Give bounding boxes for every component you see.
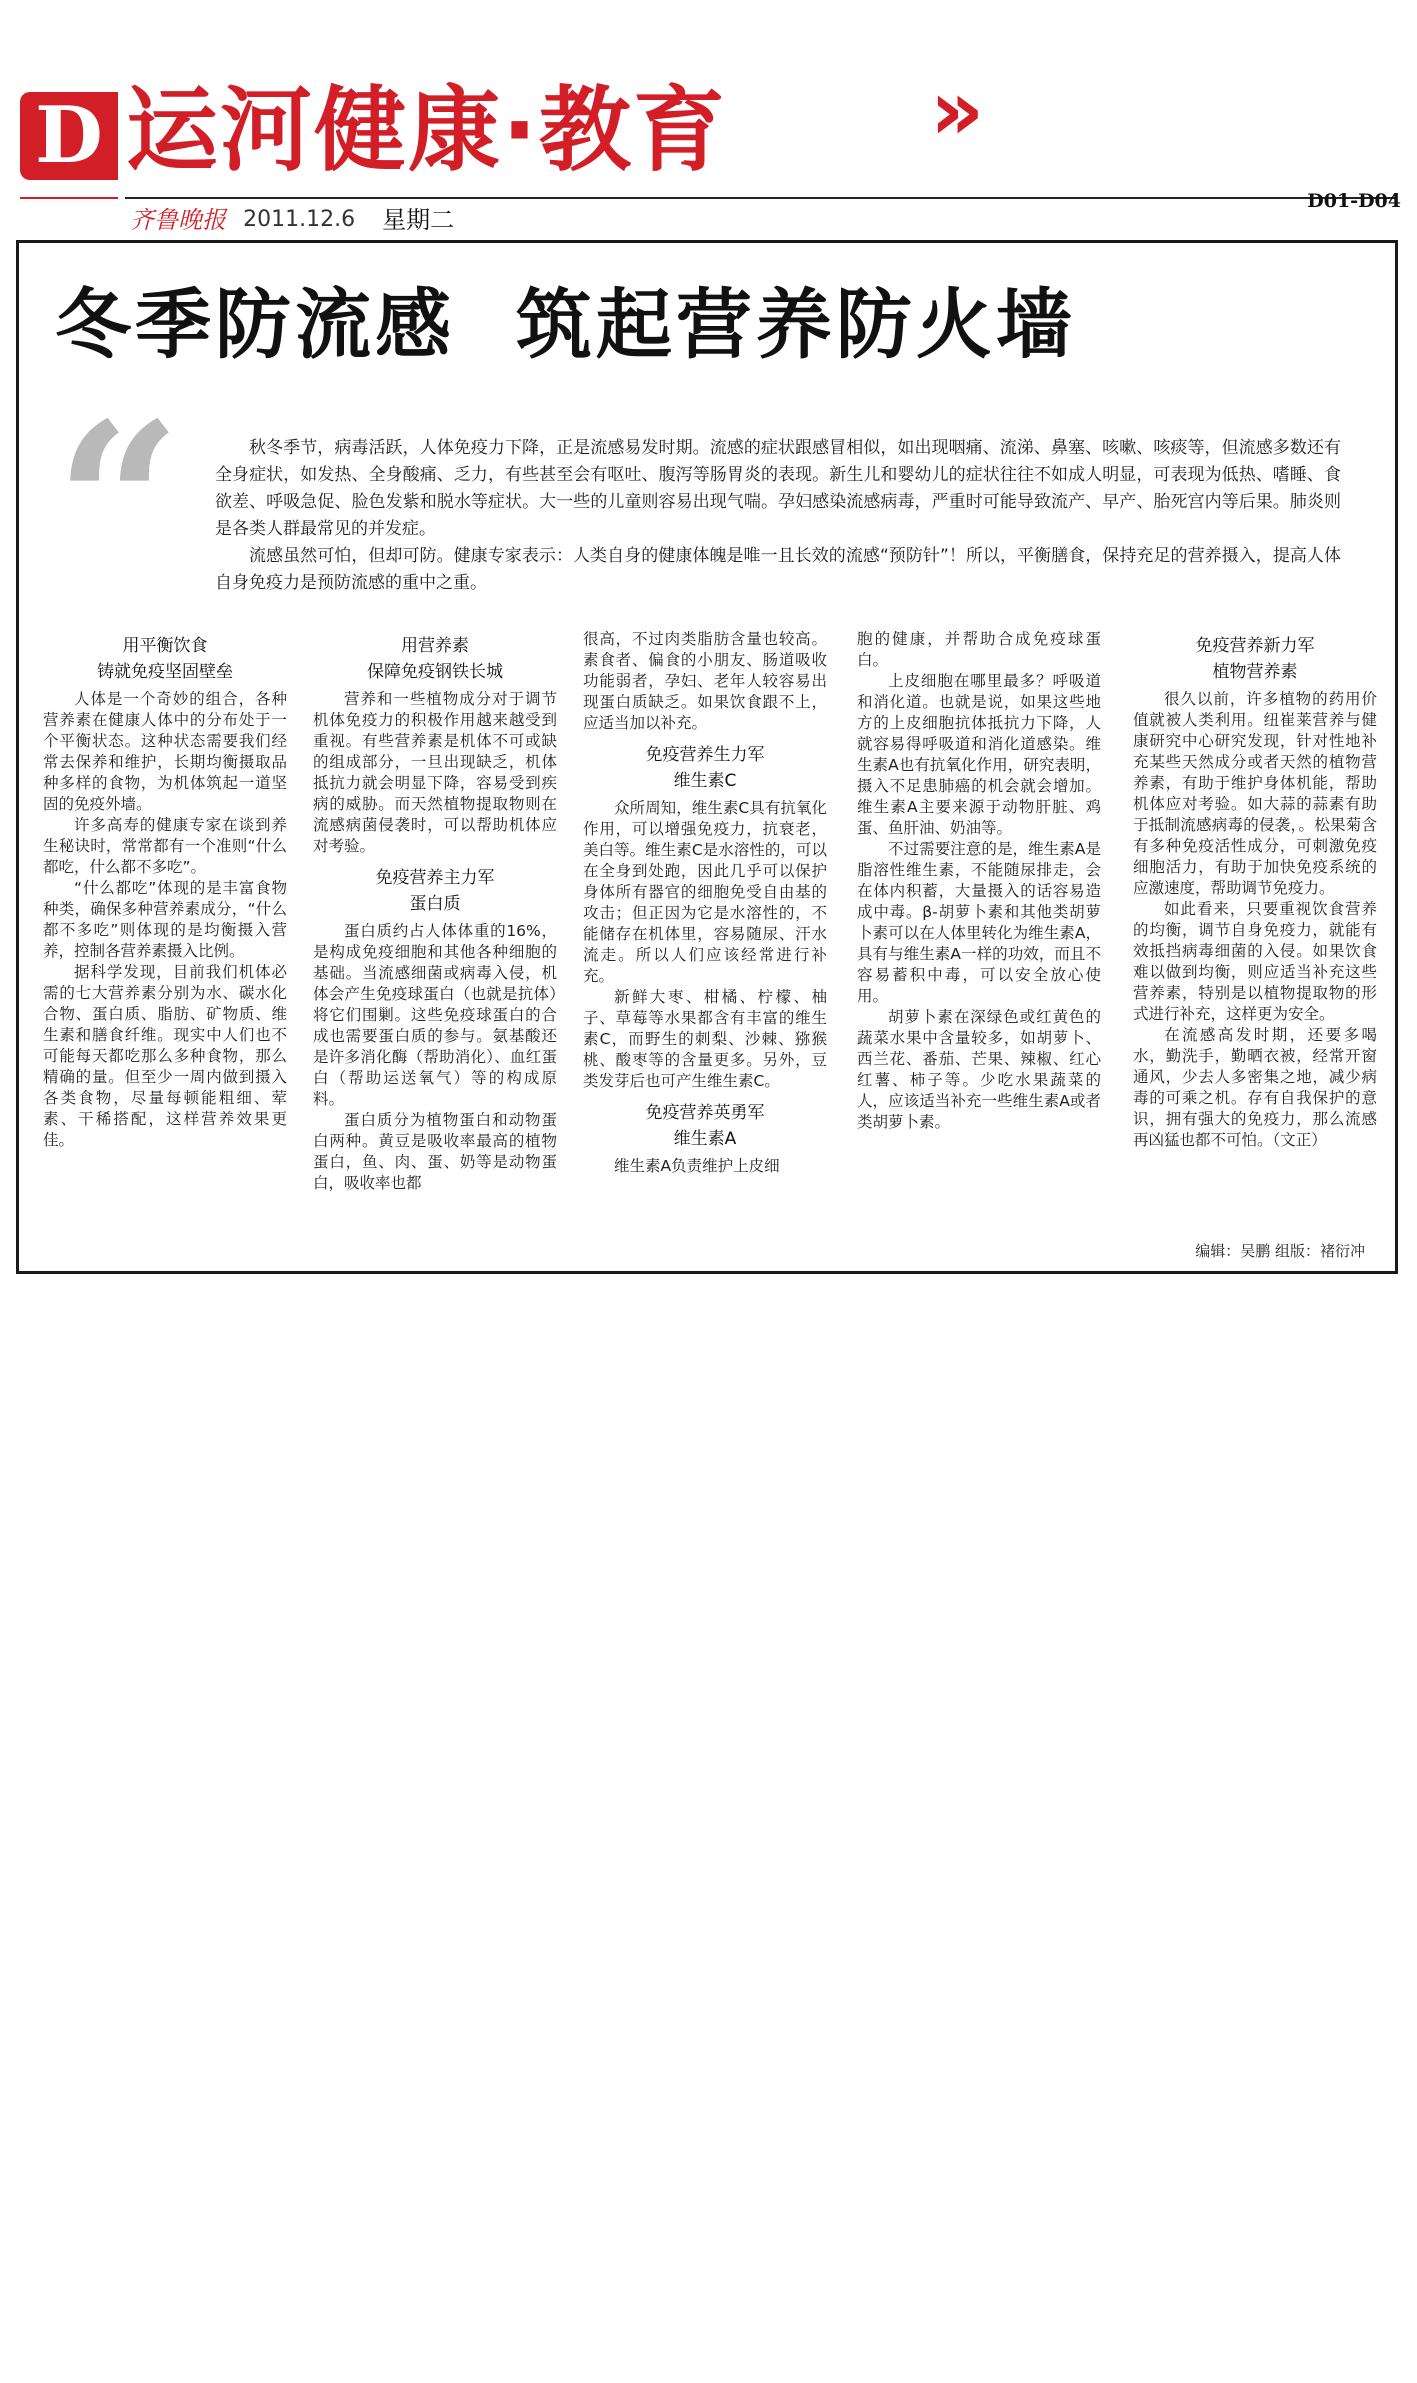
- body-paragraph: 人体是一个奇妙的组合，各种营养素在健康人体中的分布处于一个平衡状态。这种状态需要我们经常去保养和维护，长期均衡摄取品种多样的食物，为机体筑起一道坚固的免疫外墙。: [43, 690, 287, 813]
- section-heading: 用平衡饮食: [122, 636, 208, 656]
- body-paragraph: 胡萝卜素在深绿色或红黄色的蔬菜水果中含量较多，如胡萝卜、西兰花、番茄、芒果、辣椒、红心红薯、柿子等。少吃水果蔬菜的人，应该适当补充一些维生素A或者类胡萝卜素。: [857, 1008, 1101, 1131]
- article-column: [1133, 629, 1377, 1161]
- body-paragraph: 如此看来，只要重视饮食营养的均衡，调节自身免疫力，就能有效抵挡病毒细菌的入侵。如果饮食难以做到均衡，则应适当补充这些营养素，特别是以植物提取物的形式进行补充，这样更为安全。: [1133, 900, 1377, 1023]
- section-heading: 免疫营养英勇军: [645, 1103, 765, 1123]
- article-column: [313, 629, 557, 1204]
- section-subheading: 蛋白质: [409, 894, 461, 914]
- section-subheading: 维生素C: [673, 771, 737, 791]
- paper-name: 齐鲁晚报: [130, 206, 226, 234]
- body-paragraph: 营养和一些植物成分对于调节机体免疫力的积极作用越来越受到重视。有些营养素是机体不可或缺的组成部分，一旦出现缺乏，机体抵抗力就会明显下降，容易受到疾病的威胁。而天然植物提取物则在流感病菌侵袭时，可以帮助机体应对考验。: [313, 690, 557, 855]
- lead-paragraph: 秋冬季节，病毒活跃，人体免疫力下降，正是流感易发时期。流感的症状跟感冒相似，如出现咽痛、流涕、鼻塞、咳嗽、咳痰等，但流感多数还有全身症状，如发热、全身酸痛、乏力，有些甚至会有呕吐、腹泻等肠胃炎的表现。新生儿和婴幼儿的症状往往不如成人明显，可表现为低热、嗜睡、食欲差、呼吸急促、脸色发紫和脱水等症状。大一些的儿童则容易出现气喘。孕妇感染流感病毒，严重时可能导致流产、早产、胎死宫内等后果。肺炎则是各类人群最常见的并发症。: [215, 438, 1341, 539]
- masthead-rule-accent: [20, 197, 118, 199]
- section-subheading: 保障免疫钢铁长城: [367, 662, 503, 682]
- section-subheading: 植物营养素: [1212, 662, 1298, 682]
- article-section: [583, 629, 827, 734]
- article-section: [1133, 635, 1377, 1151]
- article-section: [313, 635, 557, 857]
- section-heading: 免疫营养新力军: [1195, 636, 1315, 656]
- article-columns: [43, 629, 1379, 1229]
- article-section: [857, 629, 1101, 1133]
- section-subheading: 维生素A: [673, 1129, 737, 1149]
- page-range: D01-D04: [1307, 190, 1401, 212]
- article-column: [43, 629, 287, 1161]
- section-heading: 免疫营养主力军: [375, 868, 495, 888]
- body-paragraph: 很久以前，许多植物的药用价值就被人类利用。纽崔莱营养与健康研究中心研究发现，针对性地补充某些天然成分或者天然的植物营养素，有助于维护身体机能，帮助机体应对考验。如大蒜的蒜素有助于抵制流感病毒的侵袭，。松果菊含有多种免疫活性成分，可刺激免疫细胞活力，有助于加快免疫系统的应激速度，帮助调节免疫力。: [1133, 690, 1377, 897]
- body-paragraph: 新鲜大枣、柑橘、柠檬、柚子、草莓等水果都含有丰富的维生素C，而野生的刺梨、沙棘、猕猴桃、酸枣等的含量更多。另外，豆类发芽后也可产生维生素C。: [583, 988, 827, 1090]
- lead-paragraph: 流感虽然可怕，但却可防。健康专家表示：人类自身的健康体魄是唯一且长效的流感“预防针”！所以，平衡膳食，保持充足的营养摄入，提高人体自身免疫力是预防流感的重中之重。: [215, 546, 1341, 593]
- masthead: [0, 0, 1417, 234]
- dateline: [130, 206, 454, 234]
- article-column: [583, 629, 827, 1187]
- article-lead: [215, 435, 1341, 597]
- body-paragraph: 在流感高发时期，还要多喝水，勤洗手，勤晒衣被，经常开窗通风，少去人多密集之地，减少病毒的可乘之机。存有自我保护的意识，拥有强大的免疫力，那么流感再凶猛也都不可怕。（文正）: [1133, 1026, 1377, 1149]
- article-frame: [16, 240, 1398, 1274]
- editor-credits: 编辑：吴鹏 组版：褚衍冲: [1195, 1242, 1365, 1260]
- section-heading: 用营养素: [401, 636, 469, 656]
- article-column: [857, 629, 1101, 1143]
- article-section: [583, 1102, 827, 1177]
- body-paragraph: 蛋白质约占人体体重的16%，是构成免疫细胞和其他各种细胞的基础。当流感细菌或病毒入侵，机体会产生免疫球蛋白（也就是抗体）将它们围剿。这些免疫球蛋白的合成也需要蛋白质的参与。氨基酸还是许多消化酶（帮助消化）、血红蛋白（帮助运送氧气）等的构成原料。: [313, 922, 557, 1108]
- article-headline: 冬季防流感 筑起营养防火墙: [55, 280, 1076, 369]
- article-section: [43, 635, 287, 1151]
- body-paragraph: 不过需要注意的是，维生素A是脂溶性维生素，不能随尿排走，会在体内积蓄，大量摄入的话容易造成中毒。β-胡萝卜素和其他类胡萝卜素可以在人体里转化为维生素A，具有与维生素A一样的功效，而且不容易蓄积中毒，可以安全放心使用。: [857, 840, 1101, 1005]
- masthead-rule: [125, 197, 1397, 199]
- body-paragraph: 蛋白质分为植物蛋白和动物蛋白两种。黄豆是吸收率最高的植物蛋白，鱼、肉、蛋、奶等是动物蛋白，吸收率也都: [313, 1111, 557, 1192]
- body-paragraph: 据科学发现，目前我们机体必需的七大营养素分别为水、碳水化合物、蛋白质、脂肪、矿物质、维生素和膳食纤维。现实中人们也不可能每天都吃那么多种食物，那么精确的量。但至少一周内做到摄入各类食物，尽量每顿能粗细、荤素、干稀搭配，这样营养效果更佳。: [43, 963, 287, 1149]
- issue-weekday: 星期二: [382, 206, 455, 234]
- section-badge: [20, 92, 118, 180]
- body-paragraph: “什么都吃”体现的是丰富食物种类，确保多种营养素成分，“什么都不多吃”则体现的是均衡摄入营养，控制各营养素摄入比例。: [43, 879, 287, 960]
- body-paragraph: 很高，不过肉类脂肪含量也较高。素食者、偏食的小朋友、肠道吸收功能弱者，孕妇、老年人较容易出现蛋白质缺乏。如果饮食跟不上，应适当加以补充。: [583, 630, 827, 732]
- section-heading: 免疫营养生力军: [645, 745, 765, 765]
- issue-date: 2011.12.6: [243, 207, 356, 232]
- quote-mark-decoration: “: [55, 374, 182, 633]
- section-subheading: 铸就免疫坚固壁垒: [97, 662, 233, 682]
- section-badge-letter: D: [35, 90, 103, 181]
- body-paragraph: 众所周知，维生素C具有抗氧化作用，可以增强免疫力，抗衰老，美白等。维生素C是水溶性的，可以在全身到处跑，因此几乎可以保护身体所有器官的细胞免受自由基的攻击；但正因为它是水溶性的，不能储存在机体里，容易随尿、汗水流走。所以人们应该经常进行补充。: [583, 799, 827, 985]
- article-section: [313, 867, 557, 1194]
- body-paragraph: 许多高寿的健康专家在谈到养生秘诀时，常常都有一个准则“什么都吃，什么都不多吃”。: [43, 816, 287, 876]
- body-paragraph: 维生素A负责维护上皮细: [614, 1157, 780, 1175]
- article-section: [583, 744, 827, 1092]
- closing-mark: »: [930, 61, 985, 159]
- body-paragraph: 上皮细胞在哪里最多？呼吸道和消化道。也就是说，如果这些地方的上皮细胞抗体抵抗力下降，人就容易得呼吸道和消化道感染。维生素A也有抗氧化作用，研究表明，摄入不足患肺癌的机会就会增加。维生素A主要来源于动物肝脏、鸡蛋、鱼肝油、奶油等。: [857, 672, 1101, 837]
- section-title: 运河健康·教育: [126, 77, 727, 184]
- body-paragraph: 胞的健康，并帮助合成免疫球蛋白。: [857, 630, 1101, 669]
